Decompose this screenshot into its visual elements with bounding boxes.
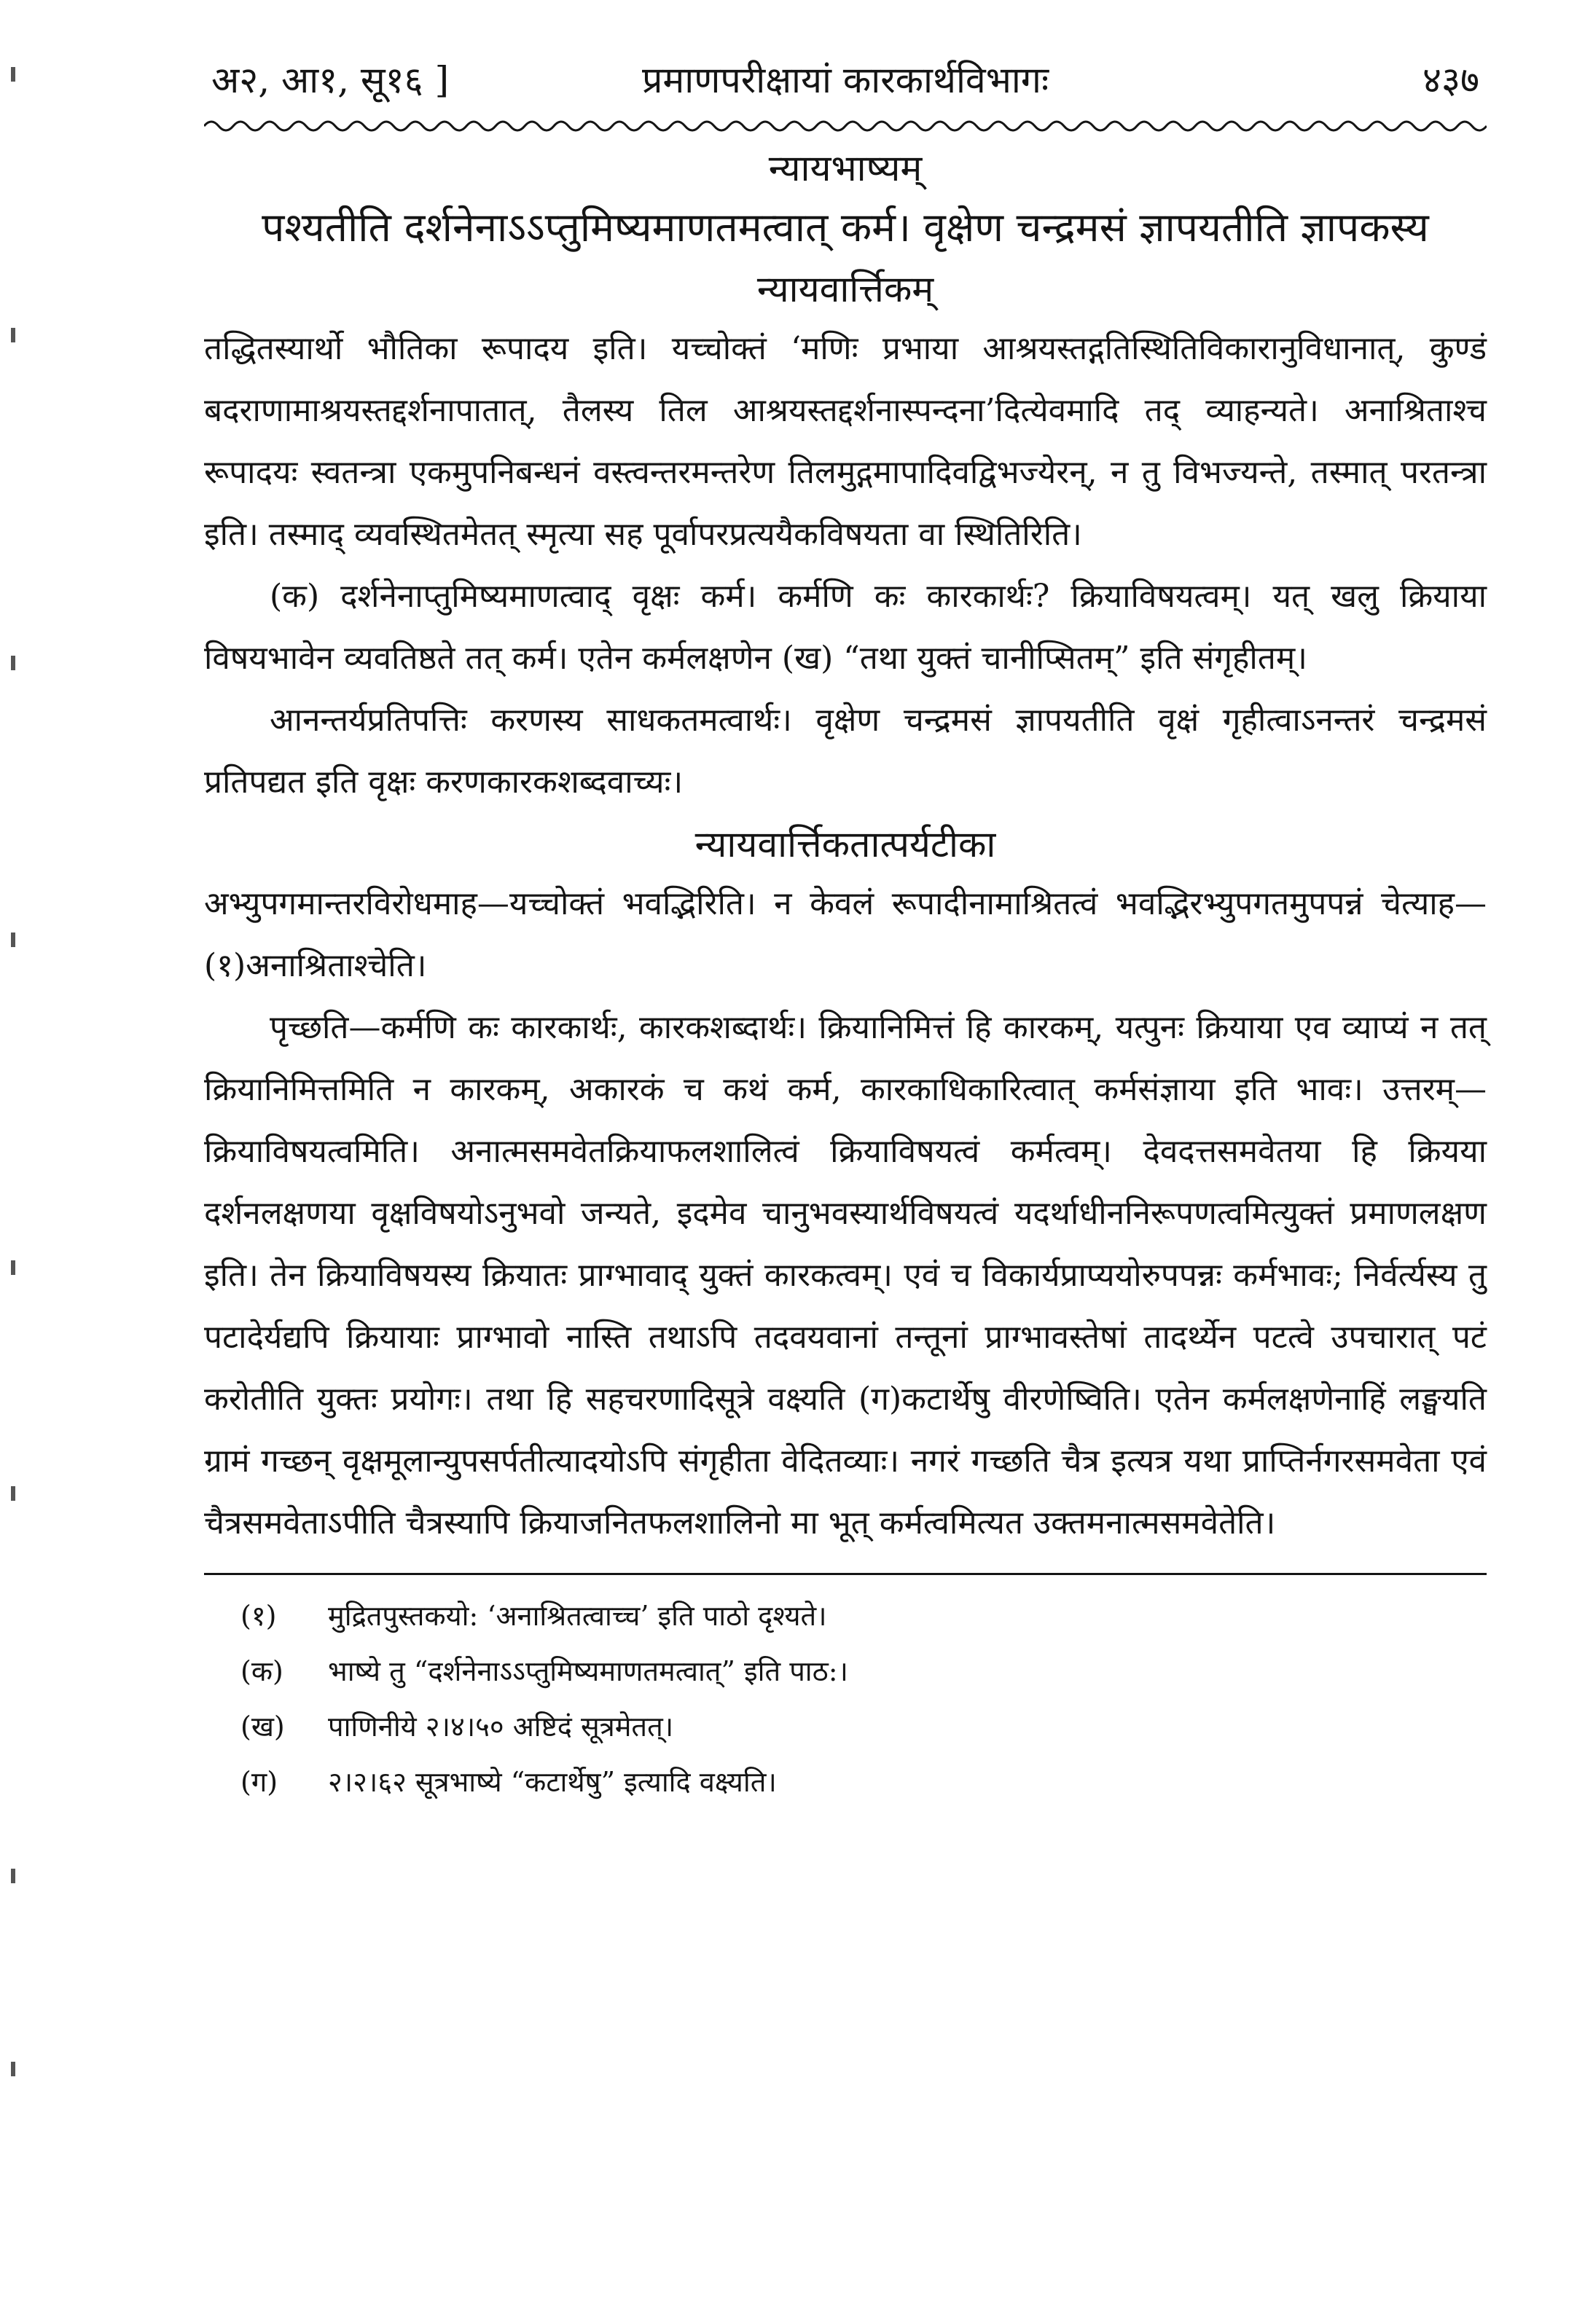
header-section-ref: अ२, आ१, सू१६ ] [211, 59, 450, 101]
margin-mark [11, 656, 15, 670]
footnote-text: पाणिनीये २।४।५० अष्टिदं सूत्रमेतत्। [328, 1711, 674, 1743]
footnote [204, 1699, 1487, 1754]
wavy-divider [204, 115, 1487, 137]
margin-mark [11, 67, 15, 82]
header-title: प्रमाणपरीक्षायां कारकार्थविभागः [641, 59, 1049, 101]
margin-mark [11, 1260, 15, 1275]
footnote-mark: (१) [240, 1600, 277, 1632]
footnote-text: २।२।६२ सूत्रभाष्ये “कटार्थेषु” इत्यादि वक्ष्यति। [328, 1766, 777, 1798]
tika-heading: न्यायवार्त्तिकतात्पर्यटीका [694, 823, 996, 865]
tika-paragraph: अभ्युपगमान्तरविरोधमाह—यच्चोक्तं भवद्भिरिति। न केवलं रूपादीनामाश्रितत्वं भवद्भिरभ्युपगतमुपपन्नं चेत्याह—(१)अनाश्रिताश्चेति। [204, 885, 1487, 984]
margin-mark [11, 1486, 15, 1501]
vartika-heading: न्यायवार्त्तिकम् [756, 268, 934, 310]
vartika-paragraph: तद्धितस्यार्थो भौतिका रूपादय इति। यच्चोक्तं ‘मणिः प्रभाया आश्रयस्तद्गतिस्थितिविकारानुविधानात्, कुण्डं बदराणामाश्रयस्तद्दर्शनापातात्, तैलस्य तिल आश्रयस्तद्दर्शनास्पन्दना’दित्येवमादि तद् व्याहन्यते। अनाश्रिताश्च रूपादयः स्वतन्त्रा एकमुपनिबन्धनं वस्त्वन्तरमन्तरेण तिलमुद्गमापादिवद्विभज्येरन्, न तु विभज्यन्ते, तस्मात् परतन्त्रा इति। तस्माद् व्यवस्थितमेतत् स्मृत्या सह पूर्वापरप्रत्ययैकविषयता वा स्थितिरिति। [204, 330, 1487, 553]
bhashya-text: पश्यतीति दर्शनेनाऽऽप्तुमिष्यमाणतमत्वात् कर्म। वृक्षेण चन्द्रमसं ज्ञापयतीति ज्ञापकस्य [262, 204, 1429, 251]
footnote-mark: (क) [240, 1655, 283, 1687]
footnote-mark: (ख) [240, 1711, 285, 1743]
footnote-mark: (ग) [240, 1766, 278, 1798]
margin-mark [11, 1869, 15, 1883]
bhashya-heading: न्यायभाष्यम् [768, 147, 923, 189]
page-number: ४३७ [1422, 59, 1479, 101]
footnote-rule [204, 1573, 1487, 1575]
tika-paragraph: पृच्छति—कर्मणि कः कारकार्थः, कारकशब्दार्थः। क्रियानिमित्तं हि कारकम्, यत्पुनः क्रियाया एव व्याप्यं न तत् क्रियानिमित्तमिति न कारकम्, अकारकं च कथं कर्म, कारकाधिकारित्वात् कर्मसंज्ञाया इति भावः। उत्तरम्—क्रियाविषयत्वमिति। अनात्मसमवेतक्रियाफलशालित्वं क्रियाविषयत्वं कर्मत्वम्। देवदत्तसमवेतया हि क्रियया दर्शनलक्षणया वृक्षविषयोऽनुभवो जन्यते, इदमेव चानुभवस्यार्थविषयत्वं यदर्थाधीननिरूपणत्वमित्युक्तं प्रमाणलक्षण इति। तेन क्रियाविषयस्य क्रियातः प्राग्भावाद् युक्तं कारकत्वम्। एवं च विकार्यप्राप्ययोरुपपन्नः कर्मभावः; निर्वर्त्यस्य तु पटादेर्यद्यपि क्रियायाः प्राग्भावो नास्ति तथाऽपि तदवयवानां तन्तूनां प्राग्भावस्तेषां तादर्थ्येन पटत्वे उपचारात् पटं करोतीति युक्तः प्रयोगः। तथा हि सहचरणादिसूत्रे वक्ष्यति (ग)कटार्थेषु वीरणेष्विति। एतेन कर्मलक्षणेनाहिं लङ्घयति ग्रामं गच्छन् वृक्षमूलान्युपसर्पतीत्यादयोऽपि संगृहीता वेदितव्याः। नगरं गच्छति चैत्र इत्यत्र यथा प्राप्तिर्नगरसमवेता एवं चैत्रसमवेताऽपीति चैत्रस्यापि क्रियाजनितफलशालिनो मा भूत् कर्मत्वमित्यत उक्तमनात्मसमवेतेति। [204, 1009, 1487, 1542]
margin-mark [11, 933, 15, 947]
footnote-text: भाष्ये तु “दर्शनेनाऽऽप्तुमिष्यमाणतमत्वात्” इति पाठ:। [328, 1655, 848, 1687]
page [204, 51, 1487, 1810]
footnote [204, 1754, 1487, 1810]
vartika-paragraph: आनन्तर्यप्रतिपत्तिः करणस्य साधकतमत्वार्थः। वृक्षेण चन्द्रमसं ज्ञापयतीति वृक्षं गृहीत्वाऽनन्तरं चन्द्रमसं प्रतिपद्यत इति वृक्षः करणकारकशब्दवाच्यः। [204, 702, 1487, 801]
margin-mark [11, 328, 15, 342]
vartika-paragraph: (क) दर्शनेनाप्तुमिष्यमाणत्वाद् वृक्षः कर्म। कर्मणि कः कारकार्थः? क्रियाविषयत्वम्। यत् खलु क्रियाया विषयभावेन व्यवतिष्ठते तत् कर्म। एतेन कर्मलक्षणेन (ख) “तथा युक्तं चानीप्सितम्” इति संगृहीतम्। [204, 578, 1487, 677]
margin-mark [11, 2062, 15, 2076]
running-header [204, 51, 1487, 109]
footnote [204, 1644, 1487, 1699]
footnote-text: मुद्रितपुस्तकयो: ‘अनाश्रितत्वाच्च’ इति पाठो दृश्यते। [328, 1600, 827, 1632]
footnote [204, 1588, 1487, 1644]
